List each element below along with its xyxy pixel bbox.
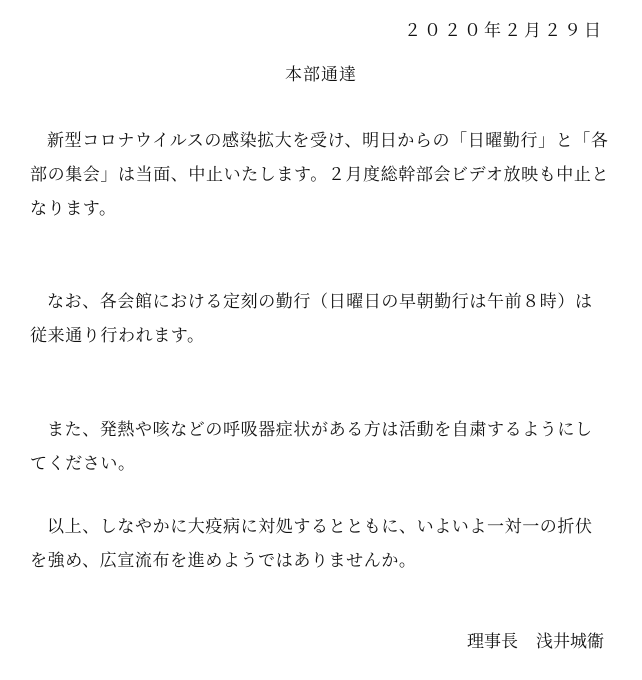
signature-name: 浅井城衞 — [536, 632, 604, 652]
signature-role: 理事長 — [467, 632, 518, 652]
paragraph-symptom-advice: また、発熱や咳などの呼吸器症状がある方は活動を自粛するようにしてください。 — [30, 420, 593, 474]
document-date: ２０２０年２月２９日 — [404, 21, 604, 41]
paragraph-closing-exhortation: 以上、しなやかに大疫病に対処するとともに、いよいよ一対一の折伏を強め、広宣流布を進めようではありませんか。 — [30, 517, 593, 571]
document-title: 本部通達 — [285, 65, 357, 85]
signature-block — [467, 627, 604, 652]
paragraph-scheduled-service: なお、各会館における定刻の勤行（日曜日の早朝勤行は午前８時）は従来通り行われます。 — [30, 292, 593, 346]
paragraph-suspension-notice: 新型コロナウイルスの感染拡大を受け、明日からの「日曜勤行」と「各部の集会」は当面、中止いたします。２月度総幹部会ビデオ放映も中止となります。 — [30, 131, 610, 219]
